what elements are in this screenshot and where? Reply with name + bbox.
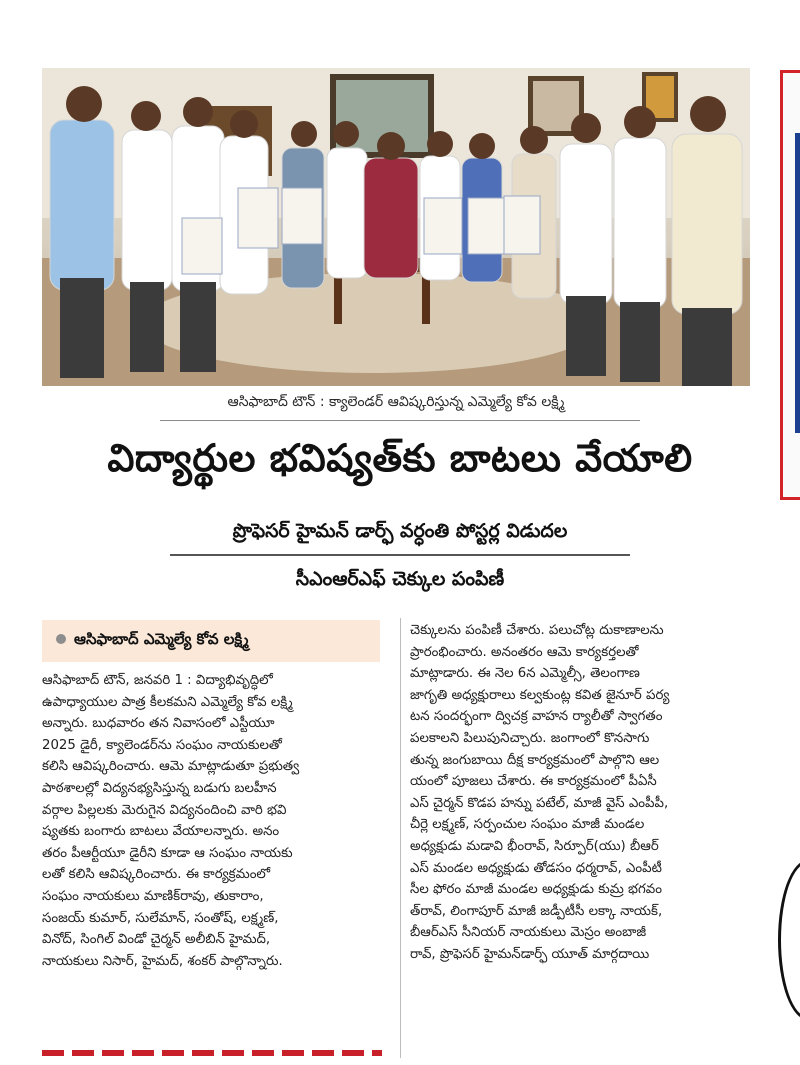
paragraph-line: చీర్లె లక్ష్మణ్, సర్పంచుల సంఘం మాజీ మండల — [410, 817, 645, 833]
paragraph-line: ఎస్ చైర్మన్ కొడప హన్ను పటేల్, మాజీ వైస్ ఎంపీపీ, — [410, 795, 669, 811]
paragraph-line: సంజయ్ కుమార్, సులేమాన్, సంతోష్, లక్ష్మణ్, — [42, 910, 279, 926]
paragraph-line: నాయకులు నిసార్, హైమద్, శంకర్ పాల్గొన్నారు. — [42, 953, 283, 969]
paragraph-line: కలిసి ఆవిష్కరించారు. ఆమె మాట్లాడుతూ ప్రభుత్వ — [42, 759, 300, 775]
subheadline-primary: ప్రొఫెసర్ హైమన్ డార్ఫ్ వర్ధంతి పోస్టర్ల విడుదల — [232, 520, 568, 542]
group-photo-illustration — [42, 68, 750, 386]
subheadline-underline — [170, 554, 630, 556]
adjacent-graphic-edge — [778, 860, 800, 1020]
paragraph-line: యంలో పూజలు చేశారు. ఈ కార్యక్రమంలో పీఏసీ — [410, 774, 657, 790]
adjacent-article-strip — [795, 133, 800, 433]
paragraph-line: చెక్కులను పంపిణీ చేశారు. పలుచోట్ల దుకాణాలను — [410, 623, 664, 638]
paragraph-line: పలకాలని పిలుపునిచ్చారు. జంగాంలో కొనసాగు — [410, 730, 650, 746]
paragraph-line: టన సందర్భంగా ద్విచక్ర వాహన ర్యాలీతో స్వాగతం — [410, 709, 663, 725]
paragraph-line: తున్న జంగుబాయి దీక్ష కార్యక్రమంలో పాల్గొని ఆల — [410, 752, 660, 768]
paragraph-line: 2025 డైరీ, క్యాలెండర్‌ను సంఘం నాయకులతో — [42, 737, 282, 753]
paragraph-line: ఎస్ మండల అధ్యక్షుడు తోడసం ధర్మరావ్, ఎంపీటీ — [410, 860, 662, 876]
paragraph-line: బీఆర్‌ఎస్ సీనియర్ నాయకులు మెస్రం అంబాజీ — [410, 925, 647, 941]
paragraph-line: రావ్, ప్రొఫెసర్ హైమన్‌డార్ఫ్ యూత్ మార్గదాయి — [410, 946, 650, 962]
paragraph-line: అన్నారు. బుధవారం తన నివాసంలో ఎస్టీయూ — [42, 716, 275, 732]
news-photo — [42, 68, 750, 386]
photo-caption: ఆసిఫాబాద్ టౌన్ : క్యాలెండర్ ఆవిష్కరిస్తున్న ఎమ్మెల్యే కోవ లక్ష్మి — [227, 394, 565, 410]
column-divider — [400, 618, 401, 1058]
article-right-column — [410, 620, 755, 966]
paragraph-line: జాగృతి అధ్యక్షురాలు కల్వకుంట్ల కవిత జైనూర్ పర్య — [410, 687, 670, 703]
paragraph-line: లతో కలిసి ఆవిష్కరించారు. ఈ కార్యక్రమంలో — [42, 867, 271, 883]
byline-box — [42, 620, 380, 662]
subheadline-secondary: సీఎంఆర్‌ఎఫ్ చెక్కుల పంపిణీ — [295, 568, 505, 590]
headline: విద్యార్థుల భవిష్యత్‌కు బాటలు వేయాలి — [107, 436, 693, 480]
clipped-next-heading — [42, 1044, 382, 1058]
paragraph-line: త్‌రావ్, లింగాపూర్ మాజీ జడ్పీటీసీ లక్కా నాయక్, — [410, 903, 663, 919]
paragraph-line: మాట్లాడారు. ఈ నెల 6న ఎమ్మెల్సీ, తెలంగాణ — [410, 666, 640, 682]
paragraph-line: పాఠశాలల్లో విద్యనభ్యసిస్తున్న బడుగు బలహీన — [42, 780, 277, 796]
caption-underline — [160, 420, 640, 421]
byline-text: ఆసిఫాబాద్ ఎమ్మెల్యే కోవ లక్ష్మి — [74, 630, 249, 648]
paragraph-line: ఆసిఫాబాద్ టౌన్, జనవరి 1 : విద్యాభివృద్ధిలో — [42, 673, 273, 688]
paragraph-line: సంఘం నాయకులు మాణిక్‌రావు, తుకారాం, — [42, 888, 264, 904]
paragraph-line: వినోద్, సింగిల్ విండో చైర్మన్ అలీబిన్ హైమద్, — [42, 932, 271, 948]
paragraph-line: వర్గాల పిల్లలకు మెరుగైన విద్యనందించి వారి భవి — [42, 802, 287, 818]
adjacent-article-frame — [780, 70, 800, 500]
paragraph-line: తరం పీఆర్టీయూ డైరీని కూడా ఆ సంఘం నాయకు — [42, 845, 293, 861]
paragraph-line: ప్రారంభించారు. అనంతరం ఆమె కార్యకర్తలతో — [410, 644, 639, 660]
paragraph-line: ఉపాధ్యాయుల పాత్ర కీలకమని ఎమ్మెల్యే కోవ లక్ష్మి — [42, 694, 293, 710]
bullet-icon — [56, 634, 66, 644]
paragraph-line: అధ్యక్షుడు మడావి భీంరావ్, సిర్పూర్(యు) బీఆర్ — [410, 838, 659, 854]
paragraph-line: సీల ఫోరం మాజీ మండల అధ్యక్షుడు కుమ్ర భగవం — [410, 882, 662, 898]
article-left-column — [42, 670, 387, 972]
paragraph-line: ష్యతకు బంగారు బాటలు వేయాలన్నారు. అనం — [42, 824, 280, 840]
